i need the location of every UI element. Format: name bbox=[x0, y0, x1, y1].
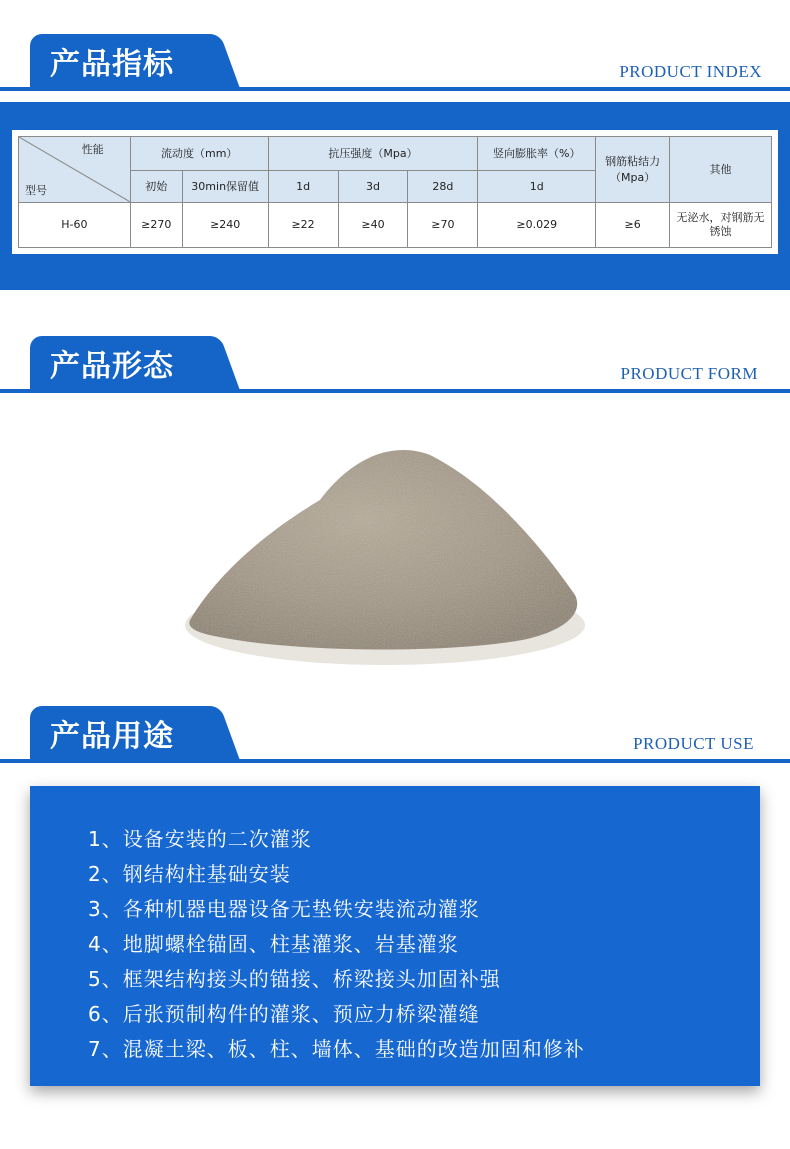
section-subtitle: PRODUCT INDEX bbox=[619, 62, 762, 81]
spec-table-panel bbox=[0, 102, 790, 290]
table-cell: 无泌水，对钢筋无锈蚀 bbox=[670, 202, 772, 247]
table-subheader: 30min保留值 bbox=[182, 170, 268, 202]
table-group-header: 其他 bbox=[670, 137, 772, 203]
table-subheader: 1d bbox=[478, 170, 596, 202]
section-title: 产品指标 bbox=[30, 34, 208, 88]
list-item: 7、混凝土梁、板、柱、墙体、基础的改造加固和修补 bbox=[88, 1037, 585, 1061]
section-subtitle: PRODUCT USE bbox=[633, 734, 754, 753]
corner-label-bottom: 型号 bbox=[25, 183, 47, 197]
table-cell: ≥270 bbox=[130, 202, 182, 247]
table-cell: ≥6 bbox=[596, 202, 670, 247]
section-header-use bbox=[0, 700, 790, 764]
list-item: 5、框架结构接头的锚接、桥梁接头加固补强 bbox=[88, 967, 501, 991]
table-row bbox=[19, 202, 772, 247]
section-title: 产品形态 bbox=[30, 336, 208, 390]
list-item: 4、地脚螺栓锚固、柱基灌浆、岩基灌浆 bbox=[88, 932, 459, 956]
list-item: 3、各种机器电器设备无垫铁安装流动灌浆 bbox=[88, 897, 480, 921]
section-subtitle: PRODUCT FORM bbox=[620, 364, 758, 383]
table-cell: ≥40 bbox=[338, 202, 408, 247]
use-list bbox=[88, 822, 585, 1067]
list-item: 6、后张预制构件的灌浆、预应力桥梁灌缝 bbox=[88, 1002, 480, 1026]
table-cell-model: H-60 bbox=[19, 202, 131, 247]
section-header-index bbox=[0, 28, 790, 92]
table-group-header: 钢筋粘结力（Mpa） bbox=[596, 137, 670, 203]
table-group-header: 竖向膨胀率（%） bbox=[478, 137, 596, 171]
product-use-panel bbox=[30, 786, 760, 1086]
table-group-header: 流动度（mm） bbox=[130, 137, 268, 171]
table-cell: ≥0.029 bbox=[478, 202, 596, 247]
table-corner-cell bbox=[19, 137, 131, 203]
product-powder-image bbox=[180, 420, 590, 680]
powder-pile-illustration bbox=[180, 420, 590, 680]
spec-table-card bbox=[12, 130, 778, 254]
corner-label-top: 性能 bbox=[81, 143, 104, 156]
spec-table bbox=[18, 136, 772, 248]
table-group-header: 抗压强度（Mpa） bbox=[268, 137, 478, 171]
table-cell: ≥70 bbox=[408, 202, 478, 247]
table-cell: ≥240 bbox=[182, 202, 268, 247]
table-cell: ≥22 bbox=[268, 202, 338, 247]
table-subheader: 1d bbox=[268, 170, 338, 202]
section-header-form bbox=[0, 330, 790, 394]
table-subheader: 28d bbox=[408, 170, 478, 202]
list-item: 1、设备安装的二次灌浆 bbox=[88, 827, 312, 851]
table-subheader: 3d bbox=[338, 170, 408, 202]
list-item: 2、钢结构柱基础安装 bbox=[88, 862, 291, 886]
table-subheader: 初始 bbox=[130, 170, 182, 202]
section-title: 产品用途 bbox=[30, 706, 208, 760]
